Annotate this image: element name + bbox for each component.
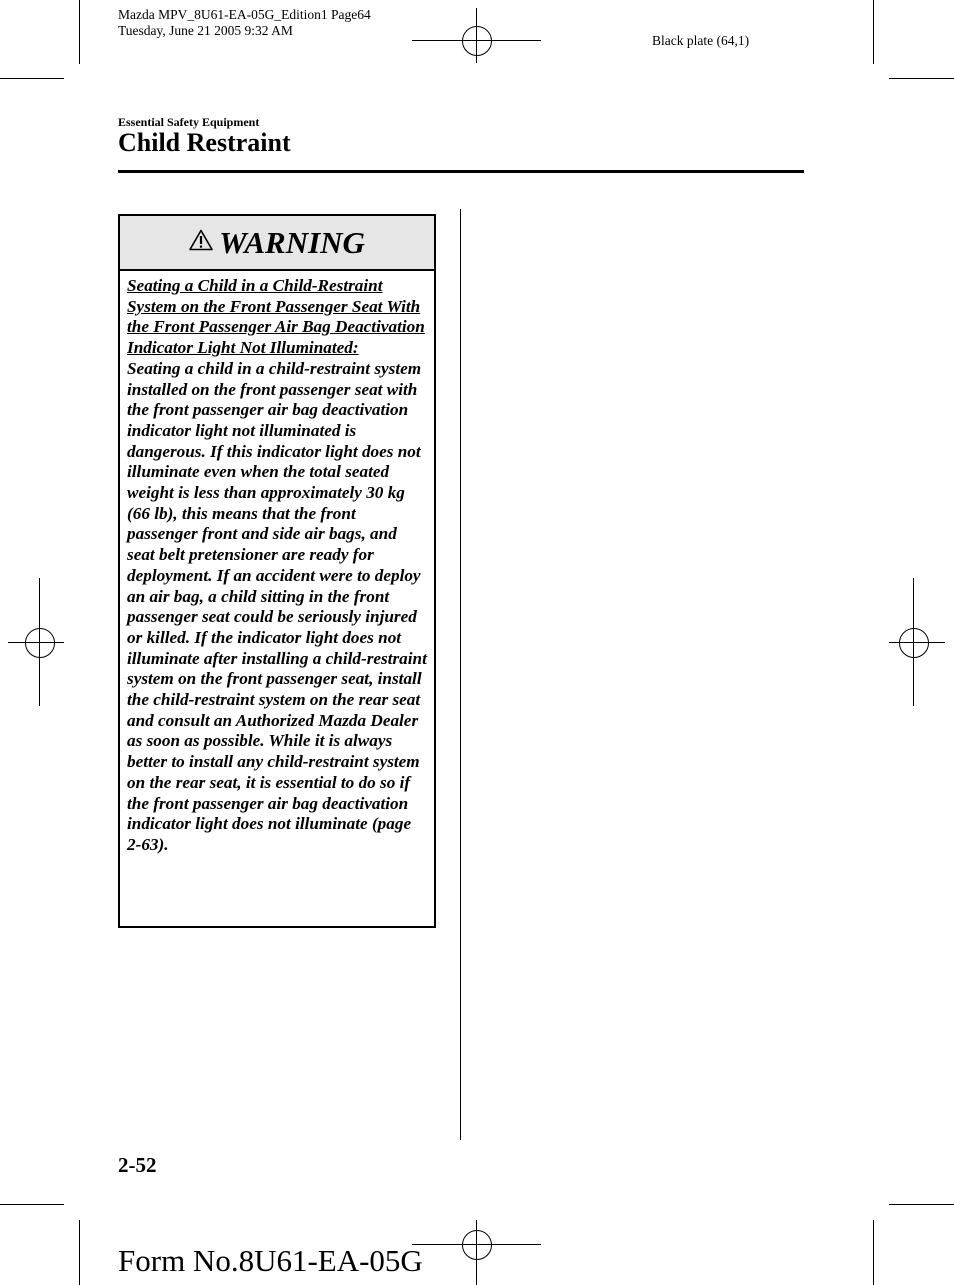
crop-mark-icon xyxy=(873,1220,874,1285)
warning-box xyxy=(118,214,436,928)
black-plate-label: Black plate (64,1) xyxy=(652,33,750,48)
crop-mark-icon xyxy=(889,1204,954,1205)
page-title: Child Restraint xyxy=(118,128,291,157)
crop-mark-icon xyxy=(873,0,874,64)
column-divider xyxy=(460,209,461,1140)
crop-mark-icon xyxy=(0,78,64,79)
form-number: Form No.8U61-EA-05G xyxy=(118,1243,423,1278)
title-rule xyxy=(118,170,804,173)
crop-mark-icon xyxy=(79,0,80,64)
crop-mark-icon xyxy=(0,1204,64,1205)
warning-text: Seating a child in a child-restraint system installed on the front passenger seat with the front passenger air bag deactivation indicator light not illuminated is dangerous. If this indicator light does not illuminate even when the total seated weight is less than approximately 30 kg (66 lb), this means that the front passenger front and side air bags, and seat belt pretensioner are ready for deployment. If an accident were to deploy an air bag, a child sitting in the front passenger seat could be seriously injured or killed. If the indicator light does not illuminate after installing a child-restraint system on the front passenger seat, install the child-restraint system on the rear seat and consult an Authorized Mazda Dealer as soon as possible. While it is always better to install any child-restraint system on the rear seat, it is essential to do so if the front passenger air bag deactivation indicator light does not illuminate (page 2-63). xyxy=(127,358,427,854)
warning-body xyxy=(120,271,434,856)
slug-line-2: Tuesday, June 21 2005 9:32 AM xyxy=(118,23,293,38)
slug-line-1: Mazda MPV_8U61-EA-05G_Edition1 Page64 xyxy=(118,7,371,22)
warning-triangle-icon xyxy=(189,229,213,256)
file-slug xyxy=(118,7,371,39)
crop-mark-icon xyxy=(889,78,954,79)
warning-heading: Seating a Child in a Child-Restraint System on the Front Passenger Seat With the Front Passenger Air Bag Deactivation Indicator Light Not Illuminated: xyxy=(127,276,425,358)
warning-header xyxy=(120,216,434,271)
page-number: 2-52 xyxy=(118,1153,157,1177)
warning-label: WARNING xyxy=(219,224,365,260)
crop-mark-icon xyxy=(79,1220,80,1285)
section-label: Essential Safety Equipment xyxy=(118,115,260,129)
